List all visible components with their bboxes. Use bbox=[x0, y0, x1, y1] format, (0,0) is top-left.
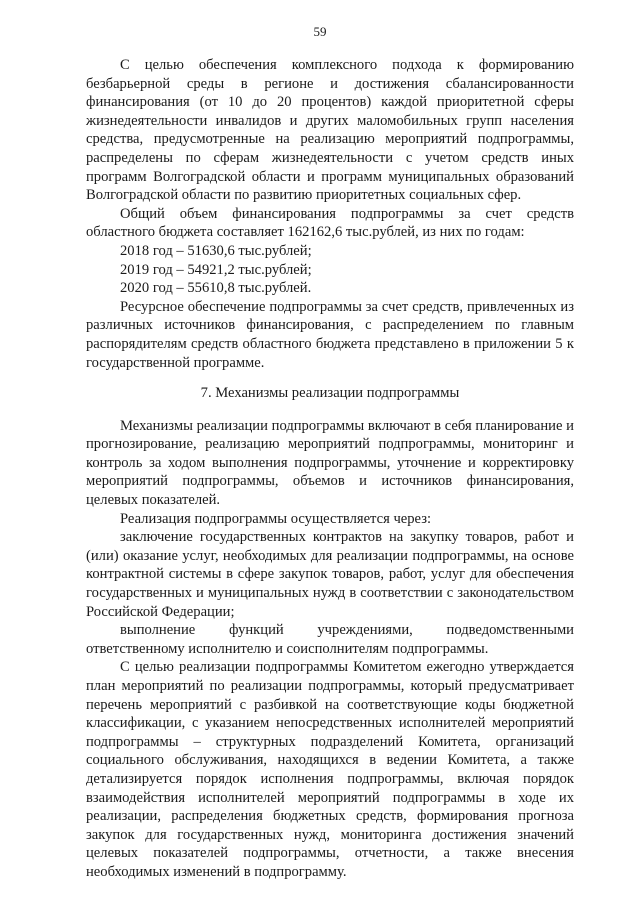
document-body bbox=[86, 56, 574, 882]
paragraph-institution-functions: выполнение функций учреждениями, подведомственными ответственному исполнителю и соисполнителям подпрограммы. bbox=[86, 622, 574, 657]
funding-year-2018: 2018 год – 51630,6 тыс.рублей; bbox=[120, 242, 312, 259]
paragraph-action-plan: С целью реализации подпрограммы Комитетом ежегодно утверждается план мероприятий по реализации подпрограммы, который предусматривает перечень мероприятий с разбивкой на соответствующие коды бюджетной классификации, с указанием непосредственных исполнителей мероприятий подпрограммы – структурных подразделений Комитета, организаций социального обслуживания, находящихся в ведении Комитета, а также детализируется порядок исполнения подпрограммы, включая порядок взаимодействия исполнителей мероприятий подпрограммы в ходе их реализации, распределения бюджетных средств, формирования прогноза закупок для государственных нужд, мониторинга достижения значений целевых показателей подпрограммы, отчетности, а также внесения необходимых изменений в подпрограмму. bbox=[86, 659, 574, 880]
paragraph-implementation-through: Реализация подпрограммы осуществляется через: bbox=[120, 510, 432, 527]
paragraph-contracts: заключение государственных контрактов на закупку товаров, работ и (или) оказание услуг, необходимых для реализации подпрограммы, на основе контрактной системы в сфере закупок товаров, работ, услуг для обеспечения государственных и муниципальных нужд в соответствии с законодательством Российской Федерации; bbox=[86, 529, 574, 620]
page-number: 59 bbox=[313, 24, 327, 39]
paragraph-funding-distribution: С целью обеспечения комплексного подхода к формированию безбарьерной среды в регионе и достижения сбалансированности финансирования (от 10 до 20 процентов) каждой приоритетной сферы жизнедеятельности инвалидов и других маломобильных групп населения средства, предусмотренные на реализацию мероприятий подпрограммы, распределены по сферам жизнедеятельности с учетом средств иных программ Волгоградской области и программ муниципальных образований Волгоградской области по развитию приоритетных социальных сфер. bbox=[86, 57, 574, 204]
paragraph-mechanisms: Механизмы реализации подпрограммы включают в себя планирование и прогнозирование, реализацию мероприятий подпрограммы, мониторинг и контроль за ходом выполнения подпрограммы, уточнение и корректировку мероприятий подпрограммы, объемов и источников финансирования, целевых показателей. bbox=[86, 417, 574, 509]
section-title: 7. Механизмы реализации подпрограммы bbox=[200, 385, 460, 402]
funding-year-2020: 2020 год – 55610,8 тыс.рублей. bbox=[120, 280, 312, 297]
funding-year-2019: 2019 год – 54921,2 тыс.рублей; bbox=[120, 261, 312, 278]
paragraph-resource-provision: Ресурсное обеспечение подпрограммы за счет средств, привлеченных из различных источников финансирования, с распределением по главным распорядителям средств областного бюджета представлено в приложении 5 к государственной программе. bbox=[86, 298, 574, 371]
paragraph-total-funding: Общий объем финансирования подпрограммы за счет средств областного бюджета составляет 162162,6 тыс.рублей, из них по годам: bbox=[86, 205, 574, 241]
